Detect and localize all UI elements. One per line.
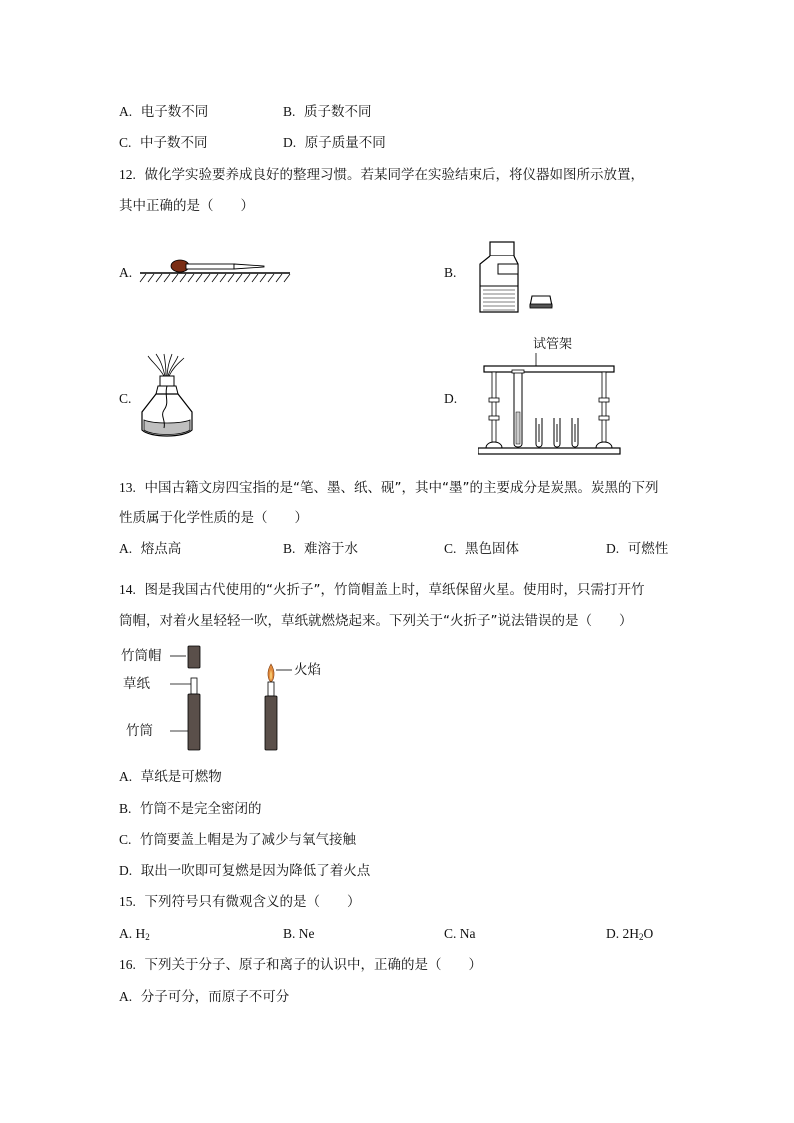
option-text: 难溶于水 xyxy=(303,541,358,557)
q13-stem-line2: 性质属于化学性质的是（ ） xyxy=(119,510,308,526)
option-letter: B. xyxy=(283,104,296,119)
q12-option-d-letter: D. xyxy=(444,391,458,406)
formula-part: Na xyxy=(459,926,476,941)
paper-roll-shape xyxy=(191,678,197,694)
formula-part: O xyxy=(643,926,654,941)
test-tube-rack-label: 试管架 xyxy=(533,337,573,352)
q13-option-d xyxy=(606,540,668,558)
question-number: 16. xyxy=(119,957,136,972)
q15-option-c xyxy=(444,925,476,943)
question-text: 做化学实验要养成良好的整理习惯。若某同学在实验结束后，将仪器如图所示放置， xyxy=(144,167,644,183)
bamboo-tube-shape xyxy=(188,694,200,750)
q13-option-b xyxy=(283,540,358,558)
q11-option-a xyxy=(119,103,208,121)
formula-part: 2H xyxy=(622,926,639,941)
q12-option-b-letter: B. xyxy=(444,265,457,280)
option-letter: A. xyxy=(119,541,133,556)
option-text: 黑色固体 xyxy=(464,541,519,557)
q13-option-a xyxy=(119,540,181,558)
q15-option-a xyxy=(119,925,150,943)
q11-option-d xyxy=(283,134,386,152)
q13-stem-line1 xyxy=(119,479,658,497)
formula-subscript: 2 xyxy=(145,932,150,942)
q15-option-b xyxy=(283,925,315,943)
q12-option-c-letter: C. xyxy=(119,391,132,406)
question-number: 12. xyxy=(119,167,136,182)
option-letter: D. xyxy=(283,135,297,150)
option-text: 可燃性 xyxy=(627,541,669,557)
question-text: 图是我国古代使用的“火折子”，竹筒帽盖上时，草纸保留火星。使用时，只需打开竹 xyxy=(144,582,645,598)
option-letter: B. xyxy=(119,801,132,816)
option-letter: A. xyxy=(119,769,133,784)
q15-option-d xyxy=(606,925,653,943)
dropper-on-table-figure xyxy=(138,254,294,286)
option-text: 中子数不同 xyxy=(139,135,208,151)
formula-part: Ne xyxy=(298,926,315,941)
question-number: 13. xyxy=(119,480,136,495)
q16-option-a xyxy=(119,988,289,1006)
q14-stem-line1 xyxy=(119,581,644,599)
question-number: 14. xyxy=(119,582,136,597)
option-letter: C. xyxy=(119,832,132,847)
option-text: 分子可分，而原子不可分 xyxy=(140,989,290,1005)
option-text: 熔点高 xyxy=(140,541,182,557)
q12-stem-line1 xyxy=(119,166,644,184)
q12-stem-line2: 其中正确的是（ ） xyxy=(119,198,254,214)
q11-option-c xyxy=(119,134,207,152)
option-text: 取出一吹即可复燃是因为降低了着火点 xyxy=(140,863,371,879)
reagent-bottle-figure xyxy=(472,238,562,316)
option-letter: B. xyxy=(283,541,296,556)
option-letter: D. xyxy=(606,541,620,556)
formula-part: H xyxy=(135,926,146,941)
q13-option-c xyxy=(444,540,519,558)
q14-option-a xyxy=(119,768,222,786)
q14-option-c xyxy=(119,831,356,849)
q12-option-a-letter: A. xyxy=(119,265,133,280)
option-text: 原子质量不同 xyxy=(304,135,386,151)
test-tube-rack-figure xyxy=(478,336,622,460)
fire-starter-figure xyxy=(170,640,350,756)
option-letter: D. xyxy=(606,926,620,941)
question-text: 下列符号只有微观含义的是（ ） xyxy=(144,894,361,910)
alcohol-lamp-figure xyxy=(136,352,198,444)
option-letter: D. xyxy=(119,863,133,878)
option-letter: A. xyxy=(119,104,133,119)
option-text: 电子数不同 xyxy=(140,104,209,120)
flame-label: 火焰 xyxy=(294,662,321,678)
option-letter: C. xyxy=(444,926,457,941)
bamboo-tube-label: 竹筒 xyxy=(126,723,153,739)
formula-subscript: 2 xyxy=(639,932,644,942)
q14-stem-line2: 筒帽，对着火星轻轻一吹，草纸就燃烧起来。下列关于“火折子”说法错误的是（ ） xyxy=(119,613,633,629)
q14-option-d xyxy=(119,862,370,880)
option-letter: B. xyxy=(283,926,296,941)
option-text: 质子数不同 xyxy=(303,104,372,120)
option-letter: C. xyxy=(119,135,132,150)
option-letter: A. xyxy=(119,989,133,1004)
q14-option-b xyxy=(119,800,261,818)
question-text: 中国古籍文房四宝指的是“笔、墨、纸、砚”，其中“墨”的主要成分是炭黑。炭黑的下列 xyxy=(144,480,659,496)
option-letter: C. xyxy=(444,541,457,556)
option-letter: A. xyxy=(119,926,133,941)
q16-stem xyxy=(119,956,482,974)
bamboo-cap-label: 竹筒帽 xyxy=(121,648,162,664)
question-number: 15. xyxy=(119,894,136,909)
question-text: 下列关于分子、原子和离子的认识中，正确的是（ ） xyxy=(144,957,482,973)
q11-option-b xyxy=(283,103,371,121)
option-text: 竹筒要盖上帽是为了减少与氧气接触 xyxy=(139,832,356,848)
bamboo-cap-shape xyxy=(188,646,200,668)
option-text: 竹筒不是完全密闭的 xyxy=(139,801,262,817)
option-text: 草纸是可燃物 xyxy=(140,769,222,785)
paper-label: 草纸 xyxy=(123,676,150,692)
q15-stem xyxy=(119,893,360,911)
